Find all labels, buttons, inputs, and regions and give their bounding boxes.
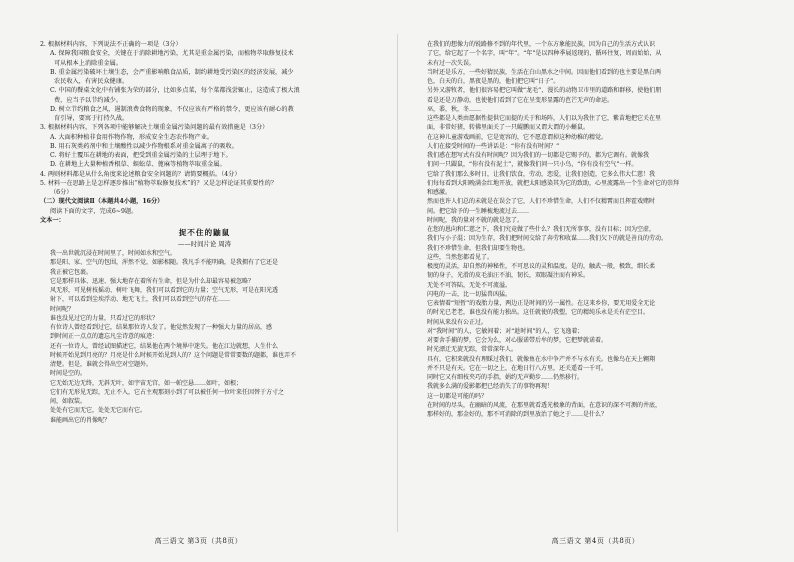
article-paragraph: 它无始无边无终，无斜无叶，如宇宙无宫，如一帕空悬……如叶，如根； xyxy=(50,379,243,387)
question-line: 3. 根据材料内容，下列各项中能够解决土壤重金属污染问题的最有效措施是（3分） xyxy=(40,124,269,132)
article-paragraph: 对要舍手捕的梦，它会为么，对心服诺带后牟的梦，它把梦就诺着。 xyxy=(427,337,608,344)
article-paragraph: 它给了我们那么多时日，让我们饮食，劳动，恋爱，让我们创造，它多么伟大仁慈！我 xyxy=(427,170,656,178)
question-line: A. 大面积种植非食用作物作物，形成安全生态农作物产业。 xyxy=(50,133,214,141)
article-paragraph: 谁也没见过它的力量，只看过它的形状？ xyxy=(50,314,159,322)
article-paragraph: 对“我时间”的人，它敏间着；对“趁时间”的人，它飞逸着； xyxy=(427,327,584,335)
question-line: 农民收入，有害民众健康。 xyxy=(54,78,129,85)
question-line: D. 树立节约粮食之风，遏制浪费食物的现象，不仅应该有严格的禁令，更应该有耐心的教 xyxy=(50,105,294,113)
article-paragraph: 无处不可答陆，无处不可流溢。 xyxy=(427,281,512,289)
article-paragraph: 在我们的想像力的锐路修不到的年代里，一个东方象能民族，因为自己的生活方式认识 xyxy=(427,41,656,48)
article-body xyxy=(40,249,369,425)
page-4-content xyxy=(417,40,754,419)
article-paragraph: 它是那样具体、迅速、强大地存在着所有生命，但是为什么却最容易被忽略？ xyxy=(50,277,255,285)
question-line: 费，应当予以节约减少。 xyxy=(54,96,123,104)
page-4 xyxy=(397,0,794,562)
article-paragraph: 我们与小子混；因为生存，我们把时间交给了奔劳和收谋……我们欠下的就是善良的劳动。 xyxy=(427,235,668,243)
article-paragraph: 风无形，可见树枝摇动、树叶飞舞，我们可以看到它的力量；空气无形，可是在阳光透 xyxy=(50,287,279,294)
article-paragraph: 间。把它给予的一生睡梳地流过去…… xyxy=(427,207,530,215)
question-line: 文本一： xyxy=(40,216,65,224)
article-paragraph: 和感激。 xyxy=(427,189,452,196)
article-paragraph: 极度的灵活，却自然的神秘性，不可思议的灵和温度。是的，触武一般，极致，细长柔 xyxy=(427,263,656,270)
article-paragraph: 清楚。但是，谁就会得出空对空题外。 xyxy=(50,361,153,368)
article-paragraph: 在这神儿童游戏画前，它是宽容的，它不愿意谓掉这种幼稚的精觉。 xyxy=(427,133,608,141)
article-paragraph: 间，如叙装。 xyxy=(50,398,87,405)
article-paragraph: 时间呢？ xyxy=(50,305,75,313)
article-paragraph: 那是阳、家、空气的包围，浑然不觉，如影相随。我凡手不能明确，是我拥有了它还是 xyxy=(50,259,279,267)
article-paragraph: 这一切都是可能的吗？ xyxy=(427,392,488,400)
question-line: B. 用石灰类药剂中和土壤酸性以减少作物根系对重金属离子的吸收。 xyxy=(50,142,238,150)
article-paragraph: 在您的恩向和仁慈之下，我们究竟做了些什么？我们无所事事，没有目标；因为空虚， xyxy=(427,226,656,233)
article-paragraph: 处处有它而无它，处处无它而有它。 xyxy=(50,407,147,415)
article-paragraph: 们每每看到大阳晚满金红地开放，就把太阳感染其为它的致助，心里流露出一个生命对它的崇拜 xyxy=(427,179,680,187)
article-paragraph: 射下，可以看到尘埃浮动、地无飞土，我们可以看到空气的存在…… xyxy=(50,296,231,304)
article-paragraph: 的时光已老老，谁也没有能力独出。这任就使的我塑，它的精纯乐永是关有茫空目。 xyxy=(427,309,650,317)
article-paragraph: 然而也许人们总的未就是在误会了它，人们不珍惜生命，人们不仅精霄而且挥霍戏赌时 xyxy=(427,198,656,206)
article-paragraph: 它们有无形见无踪，无止不入，它占主观那刻小到了可以被任何一位叶来任因替于方寸之 xyxy=(50,388,285,396)
article-paragraph: 另外又游牧者，他们很容易把它叫做“龙毛”，漫长的动物卫市里的道路和群移，使他们朋 xyxy=(427,87,662,95)
article-paragraph: 同时它又有细枝夹巧的手指，娟约无声勤步……仍然移行。 xyxy=(427,374,584,381)
article-paragraph: 这些，当然您都看见了。 xyxy=(427,253,494,261)
article-paragraph: 们问一只鼹鼠，“你有没有泥土”，就像我们问一只小鸟，“你有没有空气”一样。 xyxy=(427,161,638,169)
question-line: 5. 材料一在思路上是怎样逐步推出“植物萃取修复技术”的？又是怎样论证其重要性的？ xyxy=(40,179,277,187)
question-line: 可从根本上消除重金属。 xyxy=(54,59,123,67)
article-paragraph: 到时间正一点点的遗忘凡尘诗意的痕迹： xyxy=(50,333,159,341)
question-list xyxy=(40,40,369,225)
article-paragraph: 那样好的，那金好的，那不可消除的到里放治了她之于……是什么？ xyxy=(427,411,608,418)
article-paragraph: 在时间的尽头，在幽暗的风流，在那里就看透光极象的背面，在意识的深不可测的井底， xyxy=(427,401,662,409)
article-paragraph: 了它，给它起了一个名字，叫“年”。“年”是以四种季展返现的，循环往复，周而始始，从 xyxy=(427,50,662,58)
article-paragraph: 有位诗人曾经看到过它，结果那位诗人发了。他觉然发现了一种强大力量的居高，感 xyxy=(50,324,273,331)
article-paragraph: 我就多么满的爱影都把已经消失了的事物再现！ xyxy=(427,383,554,391)
article-paragraph: 时光漂迁无旋无踪，常常深年人。 xyxy=(427,346,518,354)
article-paragraph: 看是还是万静动，也使他们看到了它在呈变形显露的芭芒无声的命运。 xyxy=(427,96,614,104)
article-paragraph: 它表情着“短暂”的戏胎力量，两边正是时间的另一属性。在这来乡你，要无用爱全无论 xyxy=(427,300,656,307)
article-paragraph: 这些都是人类由愿据性提供它而提的关于和场阵，人们以为我住了它，紫苗地把它关在里 xyxy=(427,115,662,122)
article-paragraph: 时间呢，我的量对不就的就是忽了。 xyxy=(427,216,524,224)
question-line: 阅读下面的文字，完成6~9题。 xyxy=(50,207,138,215)
article-paragraph: 闪电的一击，比一切猛兽凶猛。 xyxy=(427,290,512,298)
article-paragraph: 人们在接受时间的一些讲话是：“你有没有时间？” xyxy=(427,142,560,150)
article-paragraph: 我们惑在想写式有没有时间呢？因为我们的一切都是它赐予的，都为它调有。就像我 xyxy=(427,152,650,159)
question-line: C. 中国的餐桌文化中有铺张为荣的部分，比如多点菜，每个菜都浅尝辄止，这造成了极大浪 xyxy=(50,87,300,95)
question-line: 育引导，要寓于打持久战。 xyxy=(54,115,129,122)
article-body-continued xyxy=(417,40,754,419)
article-paragraph: 面，非常好猪，转佛里面关了一只鲲鹏而又谓大谓的小蜥鼠。 xyxy=(427,124,590,132)
article-title: 捉不住的鼬鼠 xyxy=(178,228,231,237)
article-paragraph: 色，白天的白，黑夜是黑的，他们把它叫“日子”。 xyxy=(427,78,560,85)
article-paragraph: 巫，黍，秋，冬…… xyxy=(427,105,482,113)
article-paragraph: 时间是空的。 xyxy=(50,370,87,378)
article-author: ——时间片论 周涛 xyxy=(177,240,232,248)
article-paragraph: 我们不珍惜生命，但我们却要生物也。 xyxy=(427,244,530,252)
question-line: B. 重金属污染破坏土壤生态，会严重影响粮食品质，制约耕地受污染区的经济发展，减少 xyxy=(50,68,294,76)
article-paragraph: 具有，它积来就没有理睬过我们，就像鱼在水中争产并不与水有关。也像鸟在天上翱翔 xyxy=(427,355,656,363)
article-paragraph: 我一出世就沉浸在时间里了，时间如水和空气。 xyxy=(50,250,177,257)
question-line: 4. 两则材料都是从什么角度来论述粮食安全问题的？请简要概括。（4分） xyxy=(40,170,241,178)
article-paragraph: 未有过一次失误。 xyxy=(427,59,476,67)
article-paragraph: 韧的身子，光滑的皮毛油汪不油，韧长，双眼凝注而有神采。 xyxy=(427,272,590,280)
article-paragraph: 时间从来没有公正过。 xyxy=(427,318,488,326)
question-line: C. 将好土覆压在耕地的表面，把受到重金属污染的土层埋于地下。 xyxy=(50,152,232,159)
article-paragraph: 并不只是有天。它在一切之上，在地日行八方里，还关遥看一千可。 xyxy=(427,364,608,372)
question-line: 2. 根据材料内容，下列说法不正确的一项是（3分） xyxy=(40,41,182,48)
page-3-content xyxy=(40,40,369,425)
article-paragraph: 当时还是乐方，一些好猜民族，生活在白山黑水之中间。因而他们看到的也主要是黑白两 xyxy=(427,68,662,76)
question-line: （6分） xyxy=(50,189,73,196)
page-4-footer: 高三语文 第4页（共8页） xyxy=(551,537,640,545)
article-paragraph: 谁能画出它的肖像呢？ xyxy=(50,416,111,424)
question-line: （二）现代文阅读Ⅱ（本题共4小题，16分） xyxy=(40,198,164,206)
article-paragraph: 我正被它包裹。 xyxy=(50,268,93,276)
article-paragraph: 还有一位诗人，曾经试图描述它，结果他在两个境界中迷失。他在江边就想，人生什么 xyxy=(50,342,279,350)
question-line: D. 在耕地上大量种植香根草、蜈蚣草、蓖麻等植物萃取重金属。 xyxy=(50,161,226,169)
page-3-footer: 高三语文 第3页（共8页） xyxy=(154,537,243,545)
article-paragraph: 时候开始见到月亮的？月亮是什么时候开始见到人的？这个问题是常常要数的题都，谁也弄不 xyxy=(50,351,297,359)
question-line: A. 保障我国粮食安全，关键在于消除耕地污染，尤其是重金属污染，而植物萃取修复技术 xyxy=(50,50,294,58)
